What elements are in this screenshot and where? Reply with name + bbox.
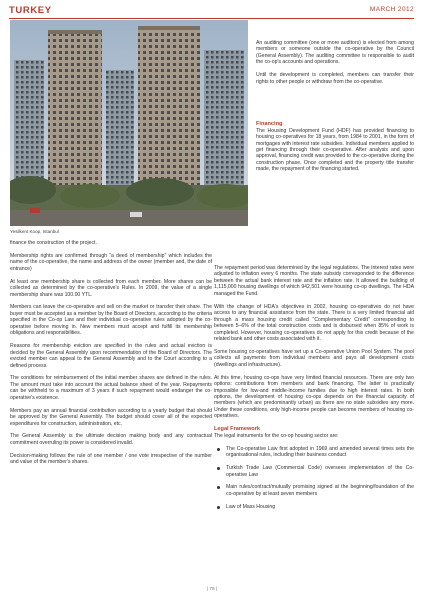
paragraph: Members pay an annual financial contribution according to a yearly budget that should be approved by the General Assembly. The budget should cover all of the expected expenditures for construction, administration, etc.	[10, 407, 212, 427]
paragraph: At least one membership share is collected from each member. More shares can be collected as determined by the co-operative's Rules. In 2009, the value of a single membership share was 100.00 YTL.	[10, 278, 212, 298]
issue-date: MARCH 2012	[369, 6, 414, 13]
paragraph: The General Assembly is the ultimate decision making body and any contractual commitment overruling its power is considered invalid.	[10, 433, 212, 446]
paragraph: An auditing committee (one or more auditors) is elected from among members or someone outside the co-operative by the Council (General Assembly). The auditing committee is responsible to audit the co-op's accounts and operations.	[256, 40, 414, 66]
buildings-illustration	[10, 20, 248, 226]
bullet-icon	[217, 486, 220, 489]
list-item	[214, 465, 414, 478]
country-title: TURKEY	[9, 5, 52, 16]
left-column	[10, 240, 212, 472]
list-item-text: The Co-operative Law first adopted in 1969 and amended several times sets the organisational rules, including their business conduct	[226, 445, 414, 459]
paragraph: Membership rights are confirmed through "a deed of membership" which includes the name of the co-operative, the name and address of the owner (member and, the date of entrance)	[10, 252, 212, 272]
photo-caption: Yesilkent Koop, Istanbul	[10, 229, 59, 234]
paragraph: The conditions for reimbursement of the initial member shares are defined in the rules. The amount must take into account the actual balance sheet of the year. Repayments can be withheld to a maximum of 3 years if such repayment would endanger the co-operative's existence.	[10, 375, 212, 401]
bullet-icon	[217, 467, 220, 470]
list-item-text: Turkish Trade Law (Commercial Code) oversees implementation of the Co-operative Law	[226, 465, 414, 478]
legal-intro: The legal instruments for the co-op housing sector are:	[214, 432, 339, 439]
paragraph: Some housing co-operatives have set up a Co-operative Union Pool System. The pool collects all payments from individual members and pays all development costs (dwellings and infrastructure).	[214, 348, 414, 368]
legal-heading: Legal Framework	[214, 426, 261, 433]
bullet-icon	[217, 448, 220, 451]
paragraph: finance the construction of the project.	[10, 240, 97, 246]
financing-section	[256, 121, 414, 179]
list-item	[214, 446, 414, 459]
paragraph: Decision-making follows the rule of one member / one vote irrespective of the number and value of the member's shares.	[10, 452, 212, 466]
paragraph: With the change of HDA's objectives in 2002, housing co-operatives do not have access to any financial assistance from the state. There is a very limited financial aid through a mass housing credit called "Complementary Credit" corresponding to between 5–6% of the total construction costs and is disbursed when 85% of work is completed. However, housing co-operatives do not apply for this credit because of the related bank and other costs associated with it.	[214, 303, 414, 342]
buildings-photo	[10, 20, 248, 226]
bullet-icon	[217, 506, 220, 509]
right-column-top	[256, 40, 414, 92]
list-item-text: Main rules/contract/mutually promising signed at the beginning/foundation of the co-operative by at least seven members	[226, 484, 414, 497]
paragraph: Reasons for membership eviction are specified in the rules and actual eviction is decided by the General Assembly upon recommendation of the Board of Directors. The evicted member can appeal to the General Assembly and to the Court according to a defined process.	[10, 343, 212, 369]
header-rule	[9, 18, 414, 19]
financing-heading: Financing	[256, 121, 283, 127]
list-item	[214, 504, 414, 510]
list-item	[214, 484, 414, 497]
legal-list	[214, 446, 414, 510]
right-column-full	[214, 265, 414, 517]
page-number: | 78 |	[206, 587, 218, 592]
paragraph: Members can leave the co-operative and sell on the market or transfer their share. The buyer must be accepted as a member by the Board of Directors, according to the criteria specified in the Co-op Law and their individual co-operative rules adopted by the co-operative before moving in. New members must accept and fulfill its membership obligations and responsibilities.	[10, 304, 212, 337]
list-item-text: Law of Mass Housing	[226, 503, 276, 510]
paragraph: At this time, housing co-ops have very limited financial resources. There are only two options: contributions from members and bank financing. The latter is practically impossible for low-and middle-income families due to high interest rates. In both options, the development of housing co-ops depends on the financial capacity of members (which are predominantly urban) as there are no state subsidies any more. Under these conditions, only high-income people can become members of housing co-operatives.	[214, 374, 414, 420]
paragraph: The repayment period was determined by the legal regulations. The interest rates were adjusted to inflation every 6 months. The state subsidy corresponded to the difference between the actual bank interest rate and the inflation rate. It allowed the building of 1,115,000 housing dwellings of which 942,501 were housing co-op dwellings. The HDA managed the Fund.	[214, 265, 414, 297]
paragraph: Until the development is completed, members can transfer their rights to other people or withdraw from the co-operative.	[256, 72, 414, 85]
paragraph: The Housing Development Fund (HDF) has provided financing to housing co-operatives for 18 years, from 1984 to 2001, in the form of mortgages with interest rate subsidies. Individual members applied to get financing through their co-operative. After analysis and upon approval, financing credit was provided to the co-operative during the construction phase. Once completed and the property title transfer made, the repayment of the financing started.	[256, 127, 414, 173]
